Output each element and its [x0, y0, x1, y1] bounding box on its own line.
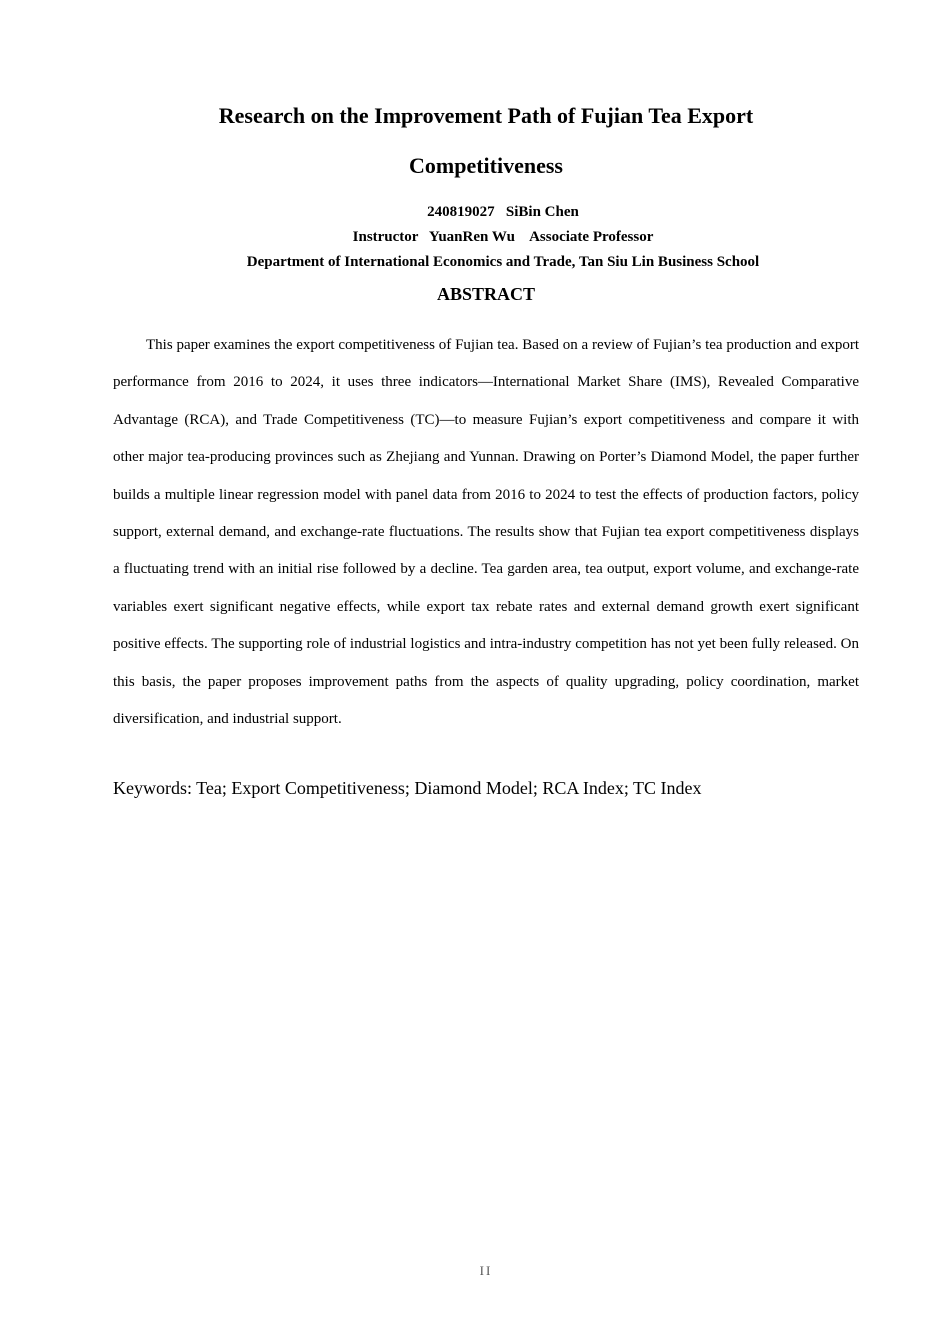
department-line: Department of International Economics and Trade, Tan Siu Lin Business School	[246, 254, 760, 270]
student-id-name: 240819027 SiBin Chen	[427, 204, 579, 220]
paper-title-line1: Research on the Improvement Path of Fujian Tea Export	[218, 103, 754, 128]
paper-title-line2: Competitiveness	[409, 153, 563, 178]
abstract-heading: ABSTRACT	[436, 284, 536, 304]
abstract-body: This paper examines the export competitiveness of Fujian tea. Based on a review of Fujian’s tea production and export performance from 2016 to 2024, it uses three indicators—International Market Share (IMS), Revealed Comparative Advantage (RCA), and Trade Competitiveness (TC)—to measure Fujian’s export competitiveness and compare it with other major tea-producing provinces such as Zhejiang and Yunnan. Drawing on Porter’s Diamond Model, the paper further builds a multiple linear regression model with panel data from 2016 to 2024 to test the effects of production factors, policy support, external demand, and exchange-rate fluctuations. The results show that Fujian tea export competitiveness displays a fluctuating trend with an initial rise followed by a decline. Tea garden area, tea output, export volume, and exchange-rate variables exert significant negative effects, while export tax rebate rates and external demand growth exert significant positive effects. The supporting role of industrial logistics and intra-industry competition has not yet been fully released. On this basis, the paper proposes improvement paths from the aspects of quality upgrading, policy coordination, market diversification, and industrial support.	[113, 337, 859, 728]
instructor-line: Instructor YuanRen Wu Associate Professor	[352, 229, 654, 245]
page-number: II	[479, 1263, 493, 1278]
keywords-line: Keywords: Tea; Export Competitiveness; Diamond Model; RCA Index; TC Index	[113, 778, 702, 798]
